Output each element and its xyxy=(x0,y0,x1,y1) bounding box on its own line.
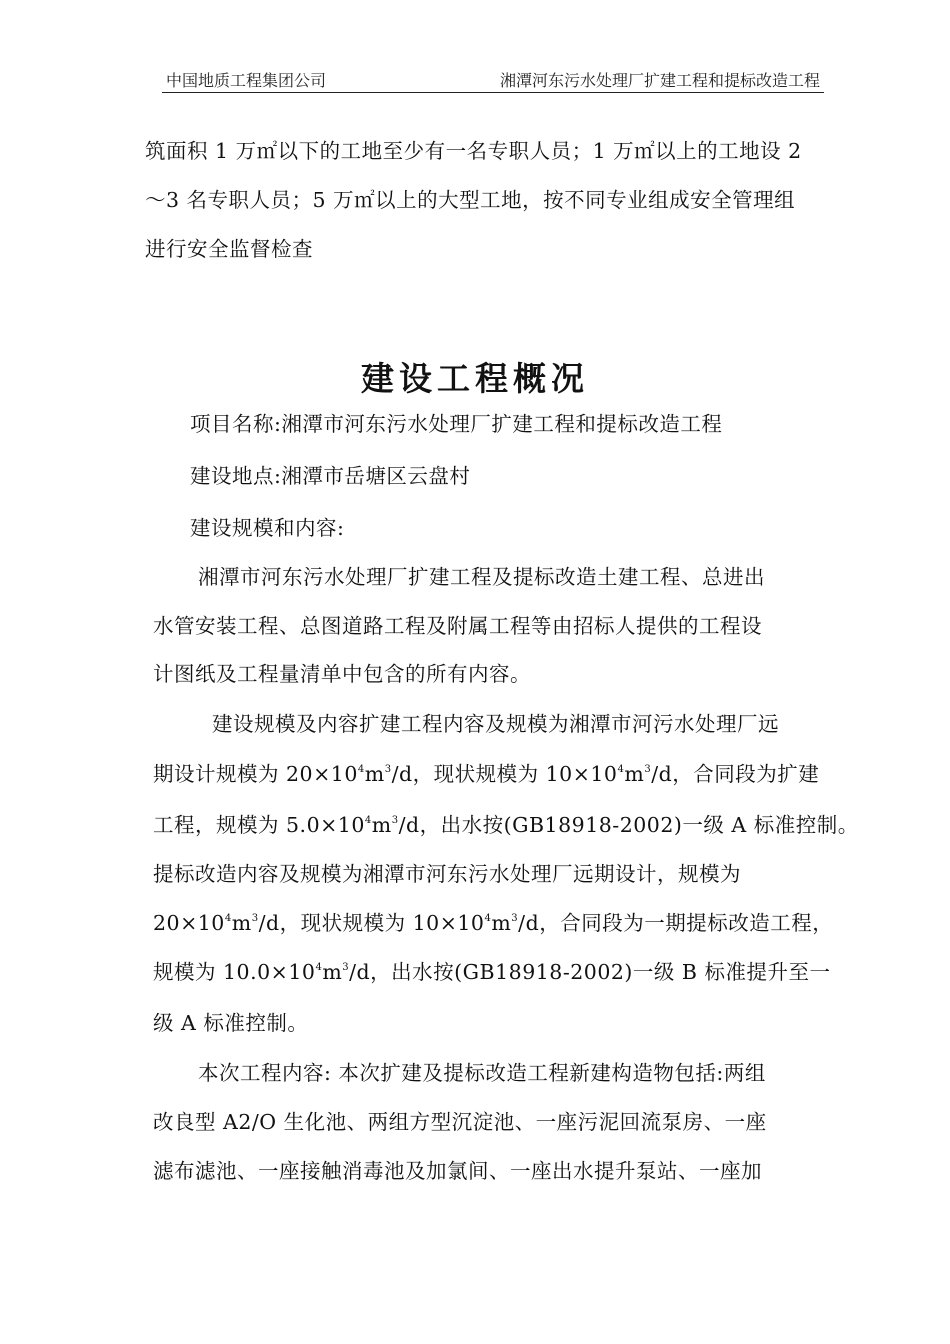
project-name: 项目名称:湘潭市河东污水处理厂扩建工程和提标改造工程 xyxy=(190,412,723,436)
scale-line: 建设规模及内容扩建工程内容及规模为湘潭市河污水处理厂远 xyxy=(212,712,779,736)
project-location: 建设地点:湘潭市岳塘区云盘村 xyxy=(190,464,471,488)
section-title: 建设工程概况 xyxy=(361,359,589,398)
intro-line: 进行安全监督检查 xyxy=(145,237,313,261)
scale-line: 工程，规模为 $5.0\times 10^4m^3/d$，出水按(GB18918-2002)一级 A 标准控制。 xyxy=(153,813,859,837)
intro-line: ～3 名专职人员；5 万㎡以上的大型工地，按不同专业组成安全管理组 xyxy=(145,188,796,212)
works-line: 改良型 A2/O 生化池、两组方型沉淀池、一座污泥回流泵房、一座 xyxy=(153,1110,767,1134)
scale-line: $20\times 10^4m^3/d$，现状规模为 $10\times 10^4m^3/d$，合同段为一期提标改造工程， xyxy=(153,911,834,935)
header-company: 中国地质工程集团公司 xyxy=(166,71,327,90)
works-line: 滤布滤池、一座接触消毒池及加氯间、一座出水提升泵站、一座加 xyxy=(153,1159,762,1183)
scope-line: 水管安装工程、总图道路工程及附属工程等由招标人提供的工程设 xyxy=(153,614,762,638)
scope-line: 湘潭市河东污水处理厂扩建工程及提标改造土建工程、总进出 xyxy=(198,565,765,589)
works-line: 本次工程内容: 本次扩建及提标改造工程新建构造物包括:两组 xyxy=(198,1061,766,1085)
page-header xyxy=(162,66,824,93)
intro-line: 筑面积 1 万㎡以下的工地至少有一名专职人员；1 万㎡以上的工地设 2 xyxy=(145,139,802,163)
scale-line: 规模为 $10.0\times 10^4m^3/d$，出水按(GB18918-2002)一级 B 标准提升至一 xyxy=(153,960,831,984)
scale-line: 提标改造内容及规模为湘潭市河东污水处理厂远期设计，规模为 xyxy=(153,862,741,886)
header-project: 湘潭河东污水处理厂扩建工程和提标改造工程 xyxy=(499,71,820,90)
scale-line: 期设计规模为 $20\times 10^4m^3/d$，现状规模为 $10\times 10^4m^3/d$，合同段为扩建 xyxy=(153,762,820,786)
scope-line: 计图纸及工程量清单中包含的所有内容。 xyxy=(153,662,531,686)
scale-line: 级 A 标准控制。 xyxy=(153,1011,309,1035)
scope-label: 建设规模和内容: xyxy=(190,516,345,540)
